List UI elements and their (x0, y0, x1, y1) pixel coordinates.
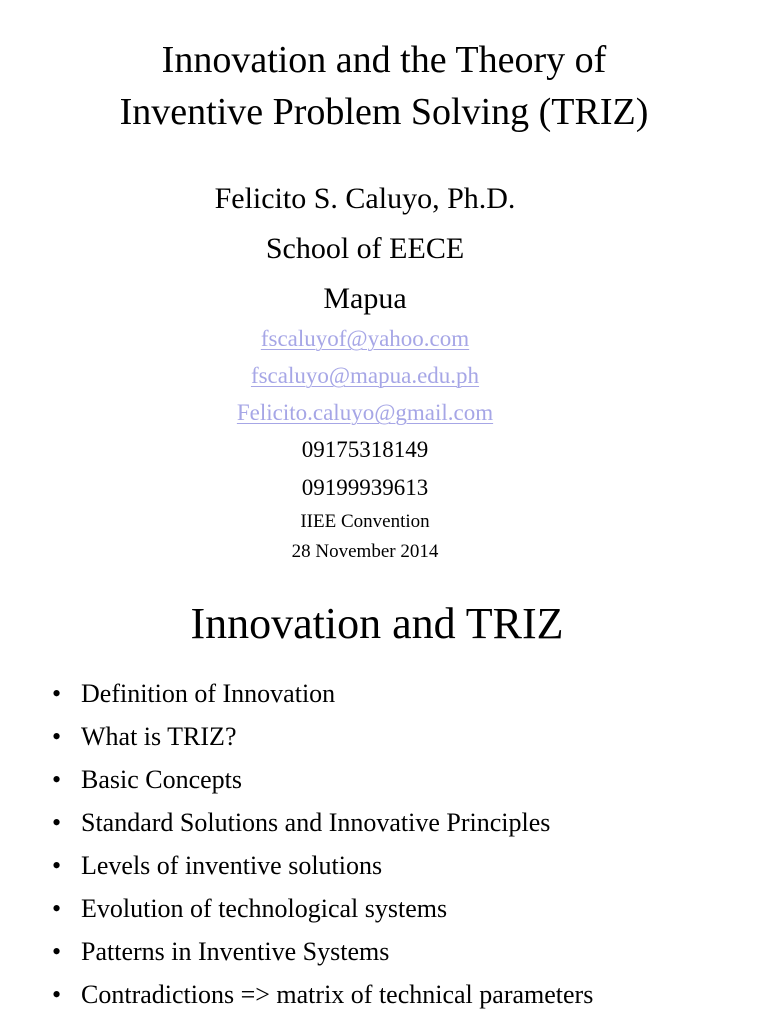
presentation-title (0, 34, 768, 138)
bullet-icon: • (52, 722, 62, 751)
email-link-gmail[interactable]: Felicito.caluyo@gmail.com (236, 400, 494, 425)
bullet-icon: • (52, 894, 62, 923)
list-item-text: Contradictions => matrix of technical parameters (81, 980, 594, 1009)
phone-number-2: 09199939613 (301, 475, 429, 500)
event-date: 28 November 2014 (291, 541, 439, 562)
bullet-icon: • (52, 937, 62, 966)
bullet-icon: • (52, 980, 62, 1009)
institution-name: Mapua (323, 282, 407, 315)
outline-slide (0, 570, 768, 1024)
list-item-text: Basic Concepts (81, 765, 243, 794)
contact-info (0, 320, 730, 567)
list-item-text: Evolution of technological systems (81, 894, 448, 923)
author-info (0, 174, 730, 324)
outline-heading: Innovation and TRIZ (190, 599, 564, 648)
list-item-text: Definition of Innovation (81, 679, 336, 708)
bullet-icon: • (52, 808, 62, 837)
title-line-1: Innovation and the Theory of (161, 39, 607, 81)
list-item (52, 973, 593, 1016)
school-name: School of EECE (265, 232, 465, 265)
list-item (52, 672, 593, 715)
list-item (52, 801, 593, 844)
email-link-yahoo[interactable]: fscaluyof@yahoo.com (260, 326, 470, 351)
list-item (52, 715, 593, 758)
list-item (52, 844, 593, 887)
event-name: IIEE Convention (300, 511, 430, 532)
outline-list (52, 672, 593, 1016)
email-link-mapua[interactable]: fscaluyo@mapua.edu.ph (250, 363, 480, 388)
author-name: Felicito S. Caluyo, Ph.D. (214, 182, 516, 215)
list-item-text: What is TRIZ? (81, 722, 237, 751)
title-line-2: Inventive Problem Solving (TRIZ) (119, 91, 649, 133)
phone-number-1: 09175318149 (301, 437, 429, 462)
list-item-text: Levels of inventive solutions (81, 851, 383, 880)
list-item (52, 758, 593, 801)
bullet-icon: • (52, 765, 62, 794)
list-item (52, 887, 593, 930)
bullet-icon: • (52, 679, 62, 708)
list-item-text: Standard Solutions and Innovative Principles (81, 808, 551, 837)
list-item (52, 930, 593, 973)
bullet-icon: • (52, 851, 62, 880)
list-item-text: Patterns in Inventive Systems (81, 937, 390, 966)
